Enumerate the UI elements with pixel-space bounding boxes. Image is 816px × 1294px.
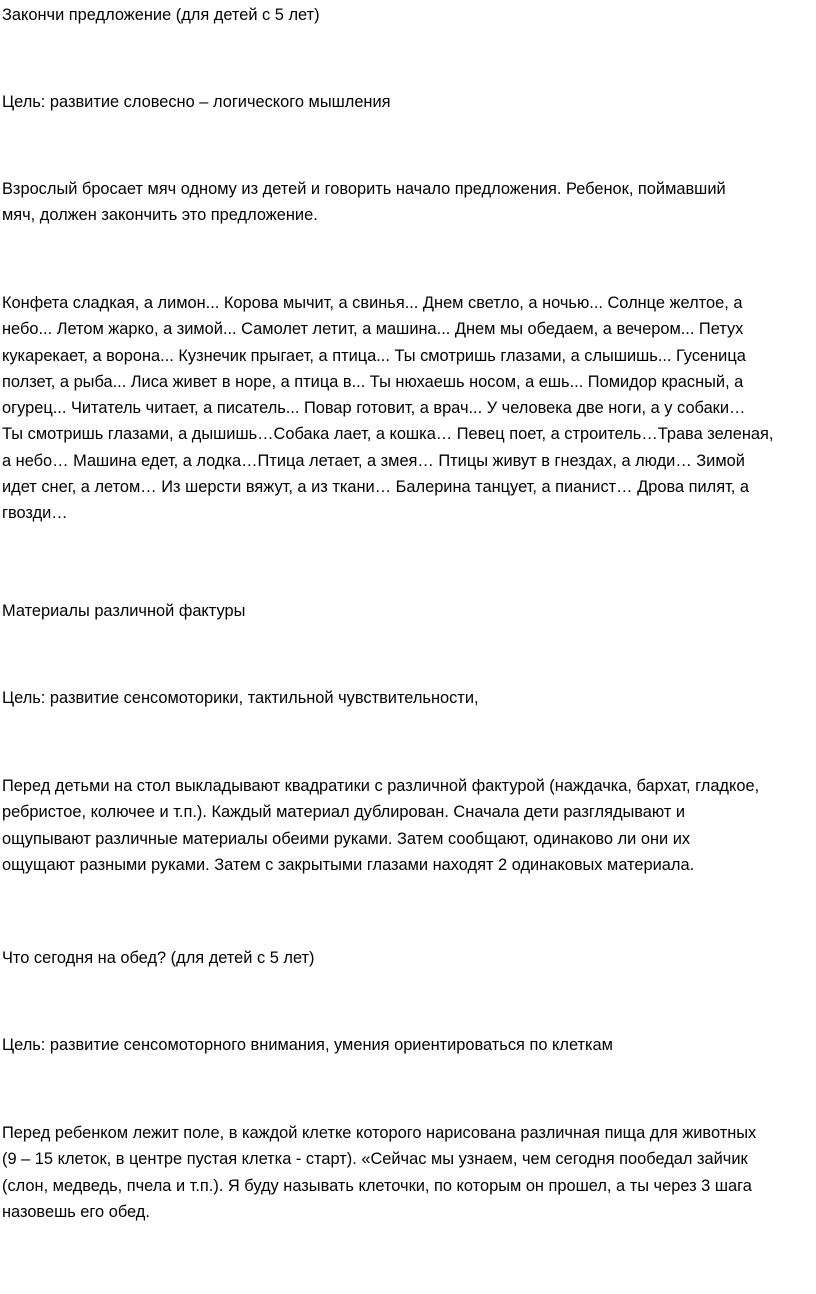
section1-title: Закончи предложение (для детей с 5 лет) bbox=[2, 6, 320, 24]
section2-instruction: Перед детьми на стол выкладывают квадратики с различной фактурой (наждачка, бархат, гладкое, ребристое, колючее и т.п.). Каждый материал дублирован. Сначала дети разглядывают и ощупывают различные материалы обеими руками. Затем сообщают, одинаково ли они их ощущают разными руками. Затем с закрытыми глазами находят 2 одинаковых материала. bbox=[2, 777, 760, 874]
section2-title: Материалы различной фактуры bbox=[2, 602, 246, 620]
section1-instruction: Взрослый бросает мяч одному из детей и говорить начало предложения. Ребенок, поймавший мяч, должен закончить это предложение. bbox=[2, 180, 726, 225]
section1-goal: Цель: развитие словесно – логического мышления bbox=[2, 93, 391, 111]
section1-examples: Конфета сладкая, а лимон... Корова мычит, а свинья... Днем светло, а ночью... Солнце желтое, а небо... Летом жарко, а зимой... Самолет летит, а машина... Днем мы обедаем, а вечером... Петух кукарекает, а ворона... Кузнечик прыгает, а птица... Ты смотришь глазами, а слышишь... Гусеница ползет, а рыба... Лиса живет в норе, а птица в... Ты нюхаешь носом, а ешь... Помидор красный, а огурец... Читатель читает, а писатель... Повар готовит, а врач... У человека две ноги, а у собаки… Ты смотришь глазами, а дышишь…Собака лает, а кошка… Певец поет, а строитель…Трава зеленая, а небо… Машина едет, а лодка…Птица летает, а змея… Птицы живут в гнездах, а люди… Зимой идет снег, а летом… Из шерсти вяжут, а из ткани… Балерина танцует, а пианист… Дрова пилят, а гвозди… bbox=[2, 294, 774, 523]
section3-goal: Цель: развитие сенсомоторного внимания, умения ориентироваться по клеткам bbox=[2, 1036, 613, 1054]
section3-title: Что сегодня на обед? (для детей с 5 лет) bbox=[2, 949, 315, 967]
section3-instruction: Перед ребенком лежит поле, в каждой клетке которого нарисована различная пища для животных (9 – 15 клеток, в центре пустая клетка - старт). «Сейчас мы узнаем, чем сегодня пообедал зайчик (слон, медведь, пчела и т.п.). Я буду называть клеточки, по которым он прошел, а ты через 3 шага назовешь его обед. bbox=[2, 1124, 757, 1221]
section2-goal: Цель: развитие сенсомоторики, тактильной чувствительности, bbox=[2, 689, 479, 707]
